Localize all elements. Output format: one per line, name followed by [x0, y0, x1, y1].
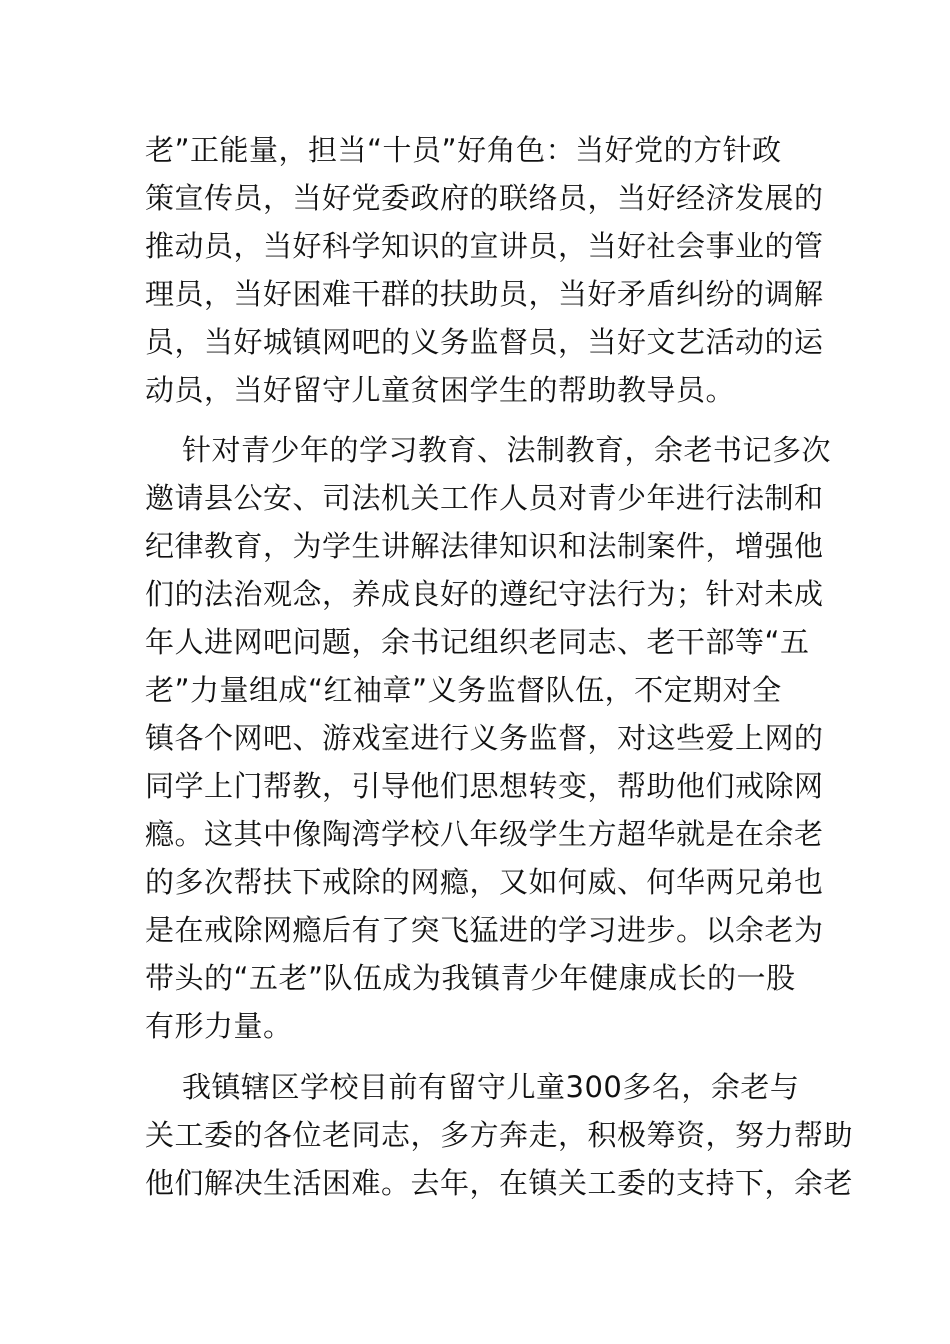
paragraph-2-line-6: 老”力量组成“红袖章”义务监督队伍，不定期对全	[145, 673, 782, 707]
paragraph-1-line-2: 策宣传员，当好党委政府的联络员，当好经济发展的	[145, 181, 824, 215]
paragraph-2-line-11: 是在戒除网瘾后有了突飞猛进的学习进步。以余老为	[145, 913, 824, 947]
paragraph-2-line-8: 同学上门帮教，引导他们思想转变，帮助他们戒除网	[145, 769, 824, 803]
paragraph-2-line-10: 的多次帮扶下戒除的网瘾，又如何威、何华两兄弟也	[145, 865, 824, 899]
paragraph-1-line-4: 理员，当好困难干群的扶助员，当好矛盾纠纷的调解	[145, 277, 824, 311]
paragraph-2-line-12: 带头的“五老”队伍成为我镇青少年健康成长的一股	[145, 961, 796, 995]
paragraph-2-line-13: 有形力量。	[145, 1009, 293, 1043]
paragraph-2-line-1: 针对青少年的学习教育、法制教育，余老书记多次	[182, 433, 832, 467]
paragraph-1-line-5: 员，当好城镇网吧的义务监督员，当好文艺活动的运	[145, 325, 824, 359]
paragraph-2-line-5: 年人进网吧问题，余书记组织老同志、老干部等“五	[145, 625, 810, 659]
paragraph-1-line-6: 动员，当好留守儿童贫困学生的帮助教导员。	[145, 373, 736, 407]
paragraph-3-line-3: 他们解决生活困难。去年，在镇关工委的支持下，余老	[145, 1166, 854, 1200]
paragraph-1-line-3: 推动员，当好科学知识的宣讲员，当好社会事业的管	[145, 229, 824, 263]
paragraph-2-line-7: 镇各个网吧、游戏室进行义务监督，对这些爱上网的	[145, 721, 824, 755]
paragraph-2-line-4: 们的法治观念，养成良好的遵纪守法行为；针对未成	[145, 577, 824, 611]
paragraph-1-line-1: 老”正能量，担当“十员”好角色：当好党的方针政	[145, 133, 782, 167]
paragraph-3-line-1: 我镇辖区学校目前有留守儿童300多名，余老与	[182, 1070, 800, 1104]
paragraph-2-line-2: 邀请县公安、司法机关工作人员对青少年进行法制和	[145, 481, 824, 515]
paragraph-2-line-9: 瘾。这其中像陶湾学校八年级学生方超华就是在余老	[145, 817, 824, 851]
paragraph-2-line-3: 纪律教育，为学生讲解法律知识和法制案件，增强他	[145, 529, 824, 563]
paragraph-3-line-2: 关工委的各位老同志，多方奔走，积极筹资，努力帮助	[145, 1118, 854, 1152]
